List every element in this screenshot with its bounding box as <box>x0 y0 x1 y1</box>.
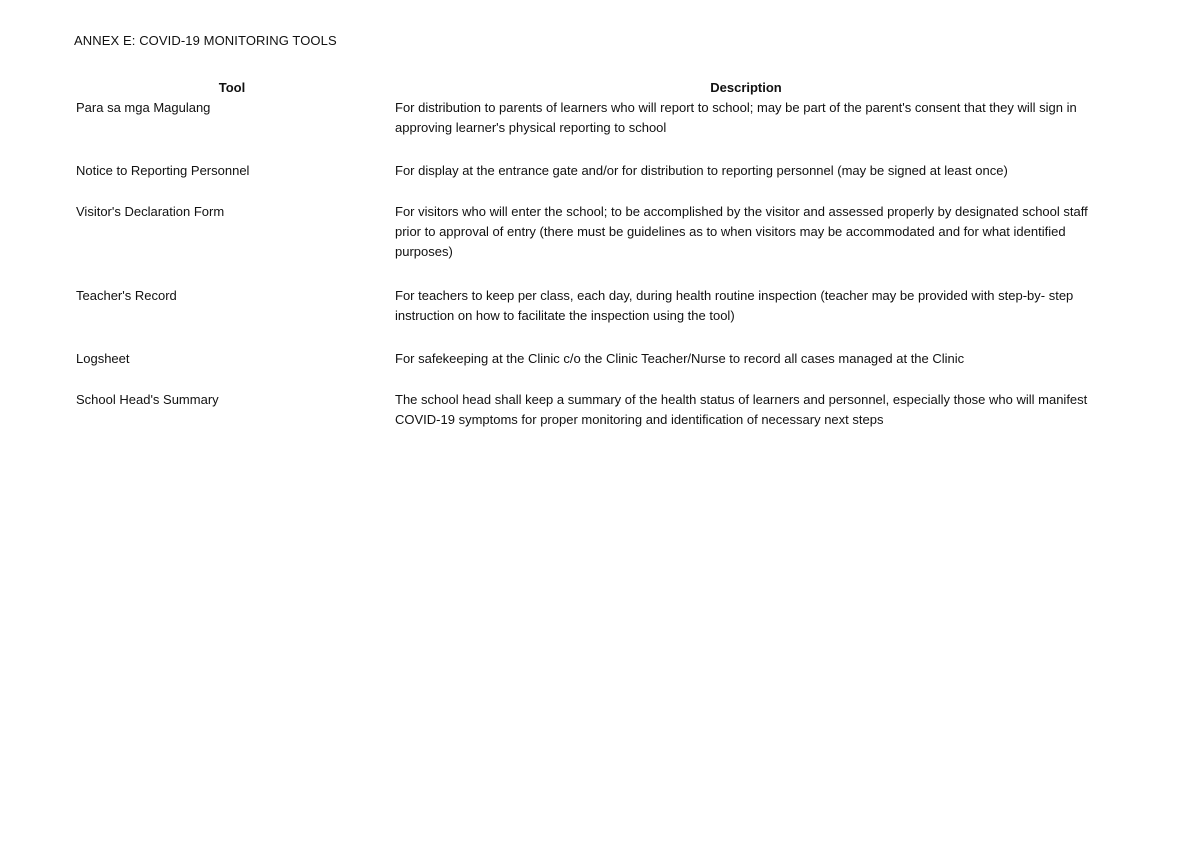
tool-description-cell: For display at the entrance gate and/or for distribution to reporting personnel (may be signed at least once) <box>395 163 1008 178</box>
tool-name-cell: Visitor's Declaration Form <box>76 204 225 219</box>
tool-description-cell: For distribution to parents of learners who will report to school; may be part of the parent's consent that they will sign in approving learner's physical reporting to school <box>395 100 1077 135</box>
monitoring-tools-table <box>76 80 1116 427</box>
tool-name-cell: Teacher's Record <box>76 288 177 303</box>
tool-name-cell: Notice to Reporting Personnel <box>76 163 250 178</box>
tool-description-cell: The school head shall keep a summary of the health status of learners and personnel, especially those who will manifest COVID-19 symptoms for proper monitoring and identification of necessary next steps <box>395 392 1088 427</box>
table-header-row <box>76 80 1116 98</box>
column-header-description: Description <box>710 80 782 95</box>
tool-name-cell: Logsheet <box>76 351 130 366</box>
tool-description-cell: For teachers to keep per class, each day, during health routine inspection (teacher may be provided with step-by- step instruction on how to facilitate the inspection using the tool) <box>395 288 1074 323</box>
column-header-tool: Tool <box>218 80 246 95</box>
tool-name-cell: Para sa mga Magulang <box>76 100 211 115</box>
tool-name-cell: School Head's Summary <box>76 392 219 407</box>
tool-description-cell: For visitors who will enter the school; to be accomplished by the visitor and assessed properly by designated school staff prior to approval of entry (there must be guidelines as to when visitors may be accommodated and for what identified purposes) <box>395 204 1088 259</box>
tool-description-cell: For safekeeping at the Clinic c/o the Clinic Teacher/Nurse to record all cases managed at the Clinic <box>395 351 965 366</box>
document-title: ANNEX E: COVID-19 MONITORING TOOLS <box>74 33 337 48</box>
